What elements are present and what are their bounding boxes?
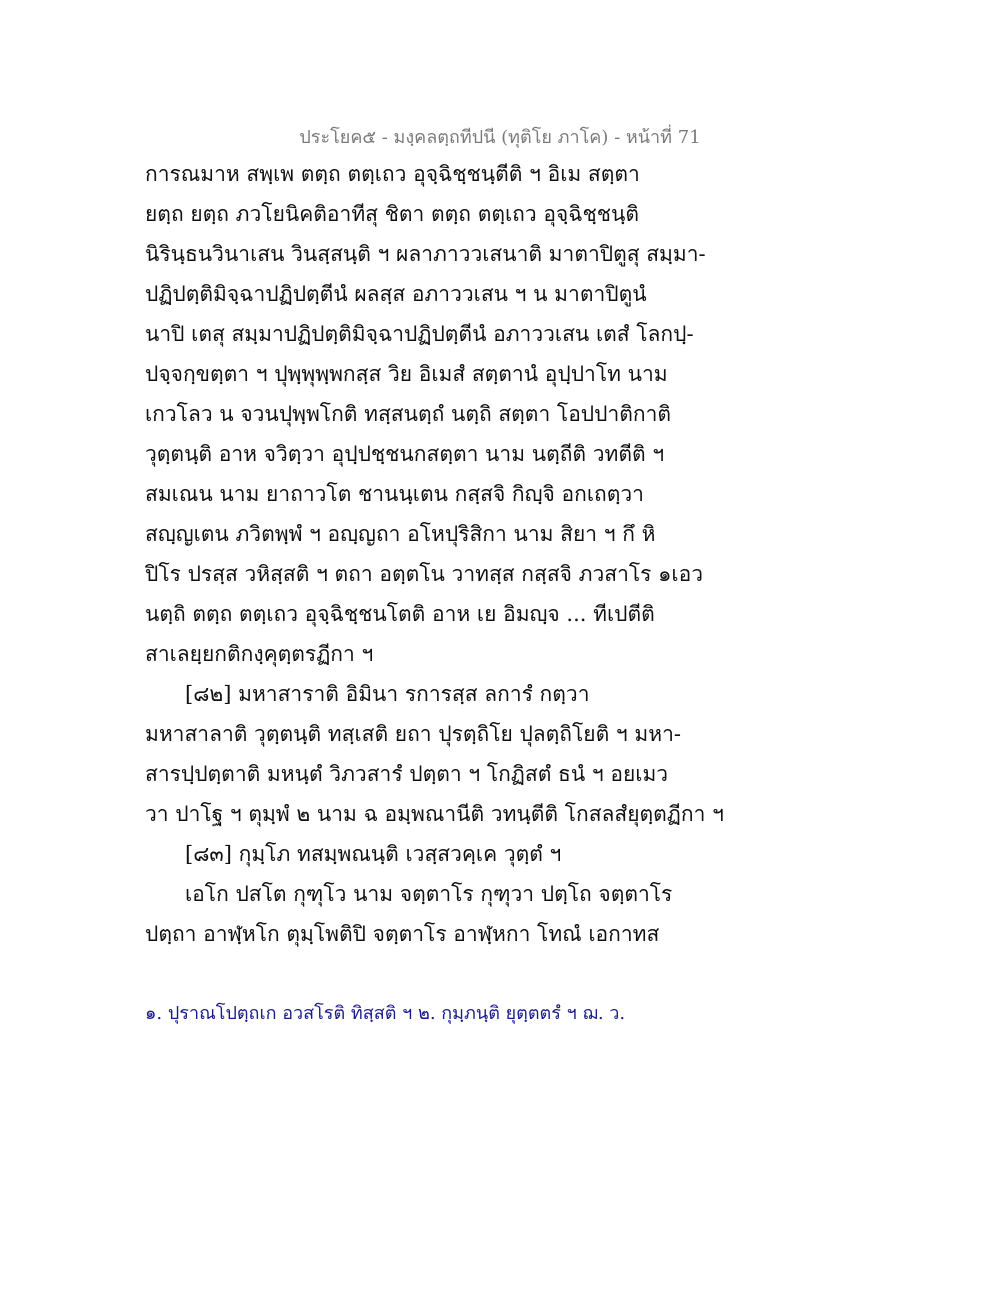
text-line: เกวโลว น จวนปุพฺพโกติ ทสฺสนตฺถํ นตฺถิ สตฺตา โอปปาติกาติ bbox=[145, 402, 672, 426]
text-line: สารปฺปตฺตาติ มหนฺตํ วิภวสารํ ปตฺตา ฯ โกฏิสตํ ธนํ ฯ อยเมว bbox=[145, 762, 669, 786]
text-line: ปิโร ปรสฺส วหิสฺสติ ฯ ตถา อตฺตโน วาทสฺส กสฺสจิ ภวสาโร ๑เอว bbox=[145, 562, 704, 586]
text-line: สญฺญเตน ภวิตพฺพํ ฯ อญฺญถา อโหปุริสิกา นาม สิยา ฯ กึ หิ bbox=[145, 522, 656, 546]
body-text bbox=[145, 157, 865, 957]
text-line: วา ปาโฐ ฯ ตุมฺพํ ๒ นาม ฉ อมฺพณานีติ วทนฺตีติ โกสลสํยุตฺตฏีกา ฯ bbox=[145, 802, 724, 826]
text-line: วุตฺตนฺติ อาห จวิตฺวา อุปฺปชฺชนกสตฺตา นาม นตฺถีติ วทตีติ ฯ bbox=[145, 442, 665, 466]
page-header: ประโยค๕ - มงฺคลตฺถทีปนี (ทุติโย ภาโค) - หน้าที่ 71 bbox=[299, 127, 701, 148]
footnote: ๑. ปุราณโปตฺถเก อวสโรติ ทิสฺสติ ฯ ๒. กุมฺภนฺติ ยุตฺตตรํ ฯ ฌ. ว. bbox=[145, 1003, 626, 1024]
text-line: นิรินฺธนวินาเสน วินสฺสนฺติ ฯ ผลาภาววเสนาติ มาตาปิตูสุ สมฺมา- bbox=[145, 242, 706, 266]
text-line: ปจฺจกฺขตฺตา ฯ ปุพฺพุพฺพกสฺส วิย อิเมสํ สตฺตานํ อุปฺปาโท นาม bbox=[145, 362, 668, 386]
text-line: นาปิ เตสุ สมฺมาปฏิปตฺติมิจฺฉาปฏิปตฺตีนํ อภาววเสน เตสํ โลกปฺ- bbox=[145, 322, 694, 346]
paragraph-start-line: เอโก ปสโต กุฑุโว นาม จตฺตาโร กุฑุวา ปตฺโถ จตฺตาโร bbox=[185, 882, 673, 906]
text-line: สาเลยฺยกติกงฺคุตฺตรฏีกา ฯ bbox=[145, 642, 374, 666]
paragraph-start-line: [๘๓] กุมฺโภ ทสมฺพณนฺติ เวสฺสวคฺเค วุตฺตํ ฯ bbox=[185, 842, 562, 866]
text-line: ยตฺถ ยตฺถ ภวโยนิคติอาทีสุ ชิตา ตตฺถ ตตฺเถว อุจฺฉิชฺชนฺติ bbox=[145, 202, 640, 226]
paragraph-start-line: [๘๒] มหาสาราติ อิมินา รการสฺส ลการํ กตฺวา bbox=[185, 682, 590, 706]
text-line: การณมาห สพฺเพ ตตฺถ ตตฺเถว อุจฺฉิชฺชนฺตีติ ฯ อิเม สตฺตา bbox=[145, 162, 640, 186]
text-line: สมเณน นาม ยาถาวโต ชานนฺเตน กสฺสจิ กิญฺจิ อกเถตฺวา bbox=[145, 482, 644, 506]
text-line: ปตฺถา อาฬฺหโก ตุมฺโพติปิ จตฺตาโร อาฬฺหกา โทณํ เอกาทส bbox=[145, 922, 660, 946]
text-line: ปฏิปตฺติมิจฺฉาปฏิปตฺตีนํ ผลสฺส อภาววเสน ฯ น มาตาปิตูนํ bbox=[145, 282, 647, 306]
text-line: มหาสาลาติ วุตฺตนฺติ ทสฺเสติ ยถา ปุรตฺถิโย ปุลตฺถิโยติ ฯ มหา- bbox=[145, 722, 681, 746]
text-line: นตฺถิ ตตฺถ ตตฺเถว อุจฺฉิชฺชนโตติ อาห เย อิมญฺจ ... ทีเปตีติ bbox=[145, 602, 655, 626]
